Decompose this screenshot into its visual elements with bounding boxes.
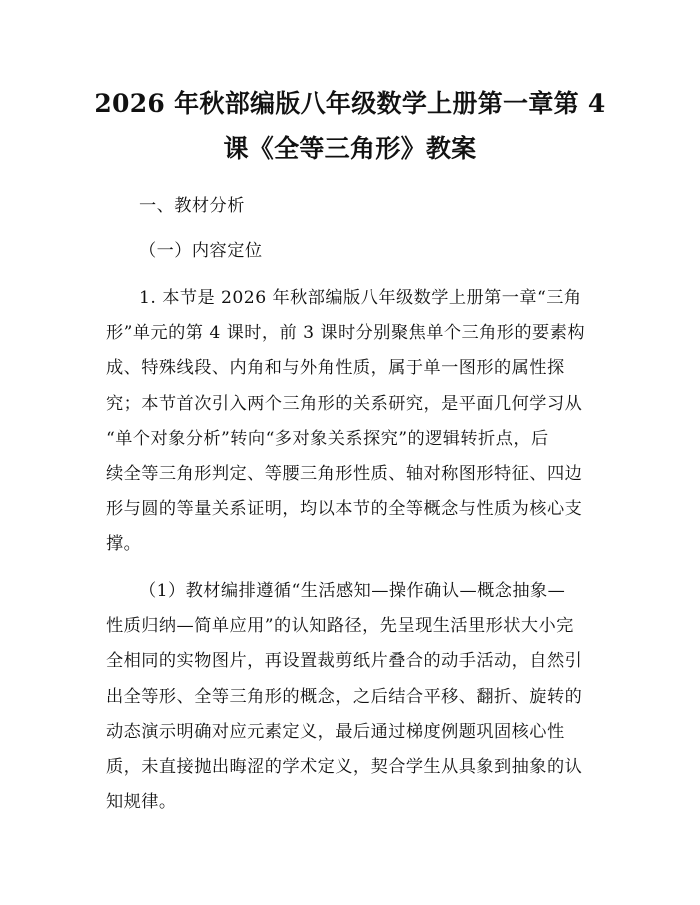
document-title-line-2: 课《全等三角形》教案 (223, 134, 477, 163)
paragraph-line: 形”单元的第 4 课时，前 3 课时分别聚焦单个三角形的要素构 (106, 323, 585, 343)
paragraph-line: 性质归纳—简单应用”的认知路径，先呈现生活里形状大小完 (106, 616, 574, 636)
paragraph-line: 质，未直接抛出晦涩的学术定义，契合学生从具象到抽象的认 (106, 757, 583, 777)
paragraph-line: 形与圆的等量关系证明，均以本节的全等概念与性质为核心支 (106, 499, 583, 519)
paragraph-line: 动态演示明确对应元素定义，最后通过梯度例题巩固核心性 (106, 722, 565, 742)
document-title-line-1: 2026 年秋部编版八年级数学上册第一章第 4 (94, 89, 606, 118)
subsection-heading: （一）内容定位 (139, 241, 263, 261)
paragraph-line: 知规律。 (106, 792, 177, 812)
paragraph-line: 究；本节首次引入两个三角形的关系研究，是平面几何学习从 (106, 394, 583, 414)
section-heading: 一、教材分析 (139, 196, 245, 216)
paragraph-line: “单个对象分析”转向“多对象关系探究”的逻辑转折点，后 (106, 429, 549, 449)
paragraph-line: 撑。 (106, 534, 142, 554)
paragraph-line: 1. 本节是 2026 年秋部编版八年级数学上册第一章“三角 (139, 288, 582, 308)
paragraph-line: 成、特殊线段、内角和与外角性质，属于单一图形的属性探 (106, 358, 565, 378)
paragraph-line: 出全等形、全等三角形的概念，之后结合平移、翻折、旋转的 (106, 687, 583, 707)
paragraph-line: （1）教材编排遵循“生活感知—操作确认—概念抽象— (139, 581, 566, 601)
paragraph-line: 续全等三角形判定、等腰三角形性质、轴对称图形特征、四边 (106, 464, 583, 484)
paragraph-line: 全相同的实物图片，再设置裁剪纸片叠合的动手活动，自然引 (106, 651, 583, 671)
